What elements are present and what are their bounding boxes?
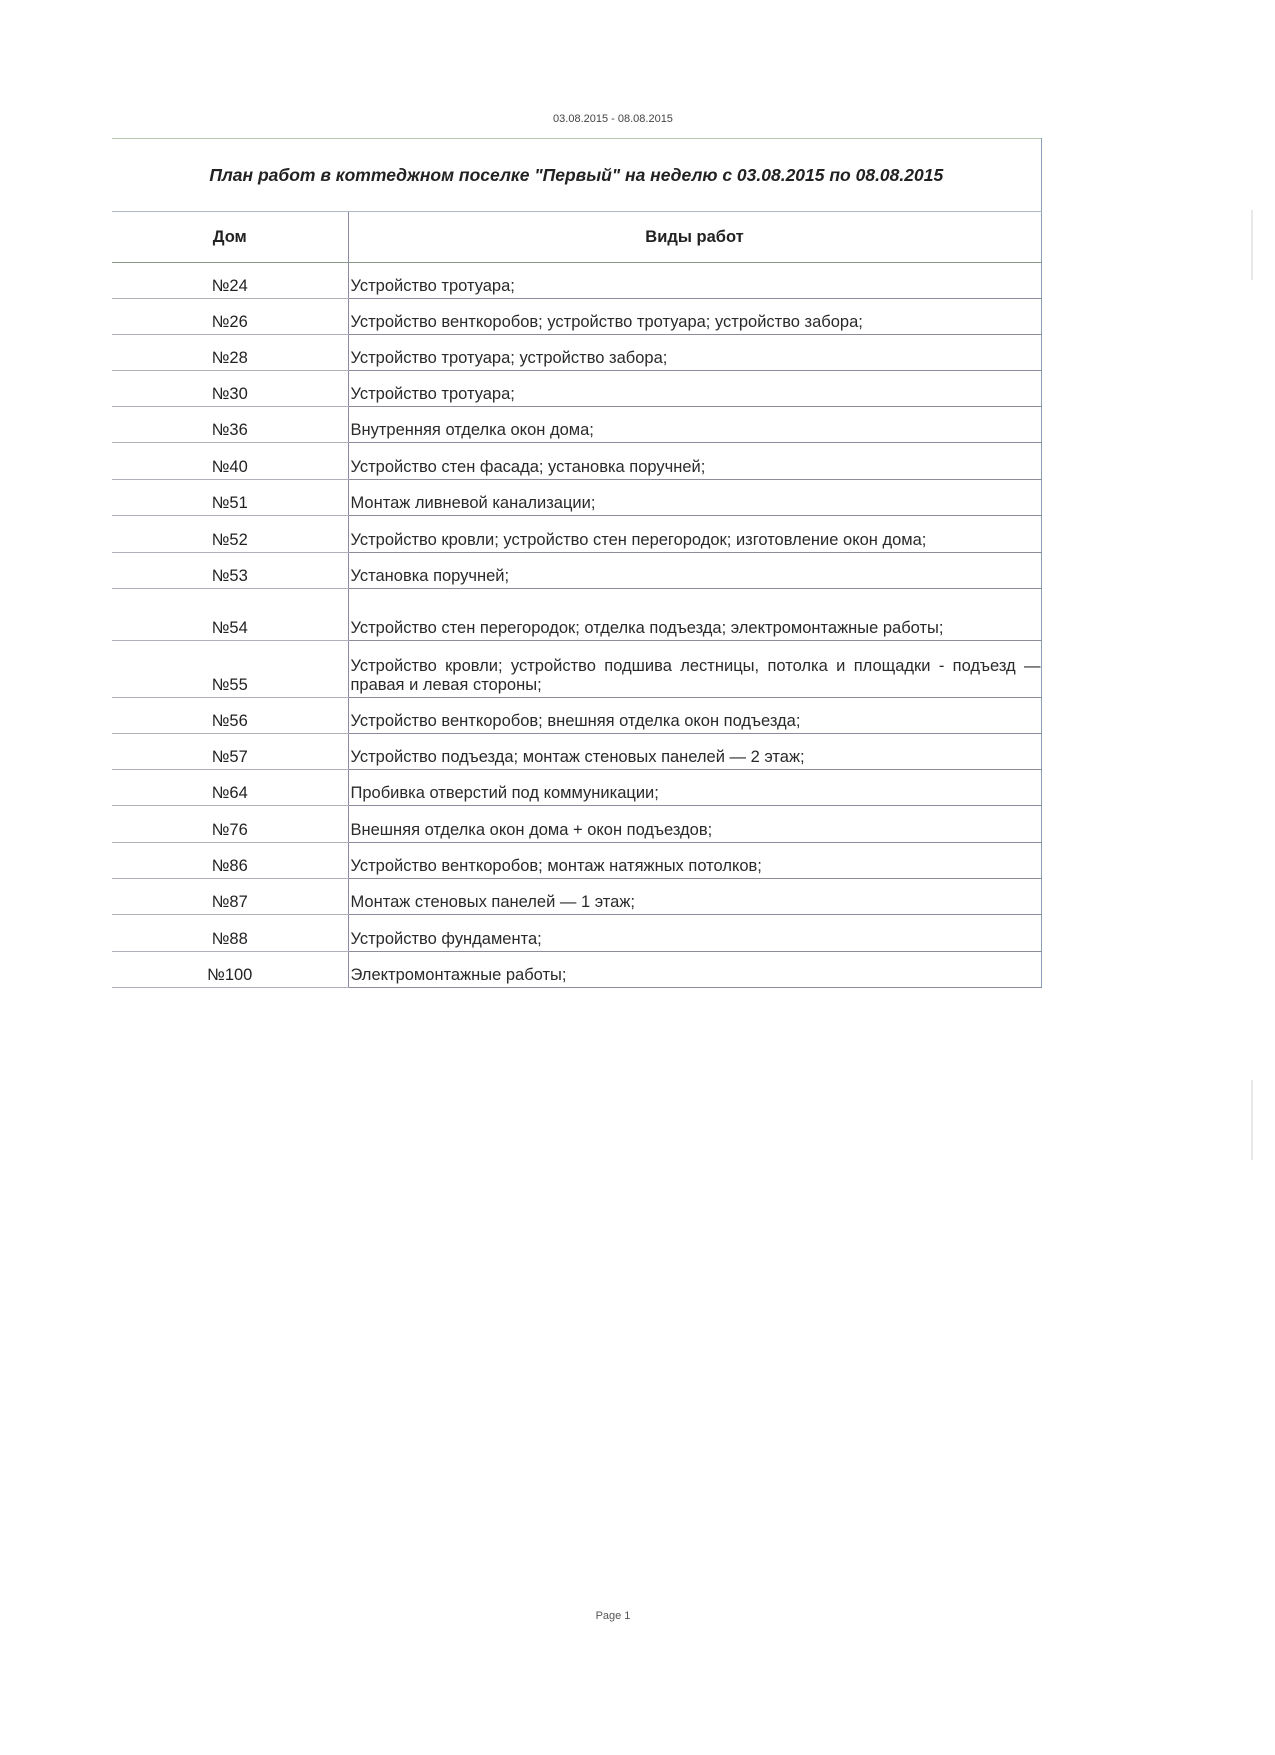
work-description: Устройство кровли; устройство стен перегородок; изготовление окон дома; (348, 516, 1041, 553)
house-number: №100 (112, 952, 348, 988)
table-row (112, 371, 1041, 407)
page-number: Page 1 (595, 1610, 631, 1622)
table-row (112, 443, 1041, 480)
house-number: №86 (112, 843, 348, 879)
work-description: Устройство тротуара; устройство забора; (348, 335, 1041, 371)
house-number: №57 (112, 734, 348, 770)
work-description: Устройство венткоробов; монтаж натяжных потолков; (348, 843, 1041, 879)
house-number: №24 (112, 263, 348, 299)
house-number: №51 (112, 480, 348, 516)
house-number: №88 (112, 915, 348, 952)
table-row (112, 952, 1041, 988)
work-description: Внутренняя отделка окон дома; (348, 407, 1041, 443)
work-description: Устройство венткоробов; внешняя отделка окон подъезда; (348, 698, 1041, 734)
table-row (112, 553, 1041, 589)
table-row (112, 734, 1041, 770)
work-description: Электромонтажные работы; (348, 952, 1041, 988)
work-description: Устройство тротуара; (348, 263, 1041, 299)
house-number: №52 (112, 516, 348, 553)
house-number: №30 (112, 371, 348, 407)
table-row (112, 879, 1041, 915)
header-date-range: 03.08.2015 - 08.08.2015 (553, 113, 673, 125)
work-description: Монтаж стеновых панелей — 1 этаж; (348, 879, 1041, 915)
house-number: №53 (112, 553, 348, 589)
table-row (112, 915, 1041, 952)
house-number: №87 (112, 879, 348, 915)
table-row (112, 589, 1041, 641)
scan-artifact (1251, 210, 1253, 280)
table-row (112, 299, 1041, 335)
work-description: Внешняя отделка окон дома + окон подъездов; (348, 806, 1041, 843)
table-row (112, 641, 1041, 698)
table-row (112, 407, 1041, 443)
table-row (112, 806, 1041, 843)
table-row (112, 335, 1041, 371)
table-row (112, 480, 1041, 516)
house-number: №36 (112, 407, 348, 443)
work-description: Устройство стен фасада; установка поручней; (348, 443, 1041, 480)
work-description: Устройство кровли; устройство подшива лестницы, потолка и площадки - подъезд — правая и левая стороны; (348, 641, 1041, 698)
work-description: Установка поручней; (348, 553, 1041, 589)
table-title: План работ в коттеджном поселке "Первый" на неделю с 03.08.2015 по 08.08.2015 (112, 139, 1041, 212)
house-number: №55 (112, 641, 348, 698)
table-row (112, 263, 1041, 299)
work-description: Устройство венткоробов; устройство тротуара; устройство забора; (348, 299, 1041, 335)
house-number: №54 (112, 589, 348, 641)
column-header-works: Виды работ (348, 212, 1041, 263)
work-description: Устройство фундамента; (348, 915, 1041, 952)
work-description: Устройство подъезда; монтаж стеновых панелей — 2 этаж; (348, 734, 1041, 770)
table-row (112, 770, 1041, 806)
scan-artifact (1251, 1080, 1253, 1160)
work-description: Устройство стен перегородок; отделка подъезда; электромонтажные работы; (348, 589, 1041, 641)
table-row (112, 516, 1041, 553)
house-number: №28 (112, 335, 348, 371)
table-row (112, 843, 1041, 879)
house-number: №64 (112, 770, 348, 806)
work-description: Устройство тротуара; (348, 371, 1041, 407)
table-header-row (112, 212, 1041, 263)
work-description: Пробивка отверстий под коммуникации; (348, 770, 1041, 806)
work-description: Монтаж ливневой канализации; (348, 480, 1041, 516)
table-row (112, 698, 1041, 734)
column-header-house: Дом (112, 212, 348, 263)
house-number: №76 (112, 806, 348, 843)
table-title-row (112, 139, 1041, 212)
work-plan-table (112, 138, 1042, 988)
house-number: №40 (112, 443, 348, 480)
house-number: №26 (112, 299, 348, 335)
house-number: №56 (112, 698, 348, 734)
